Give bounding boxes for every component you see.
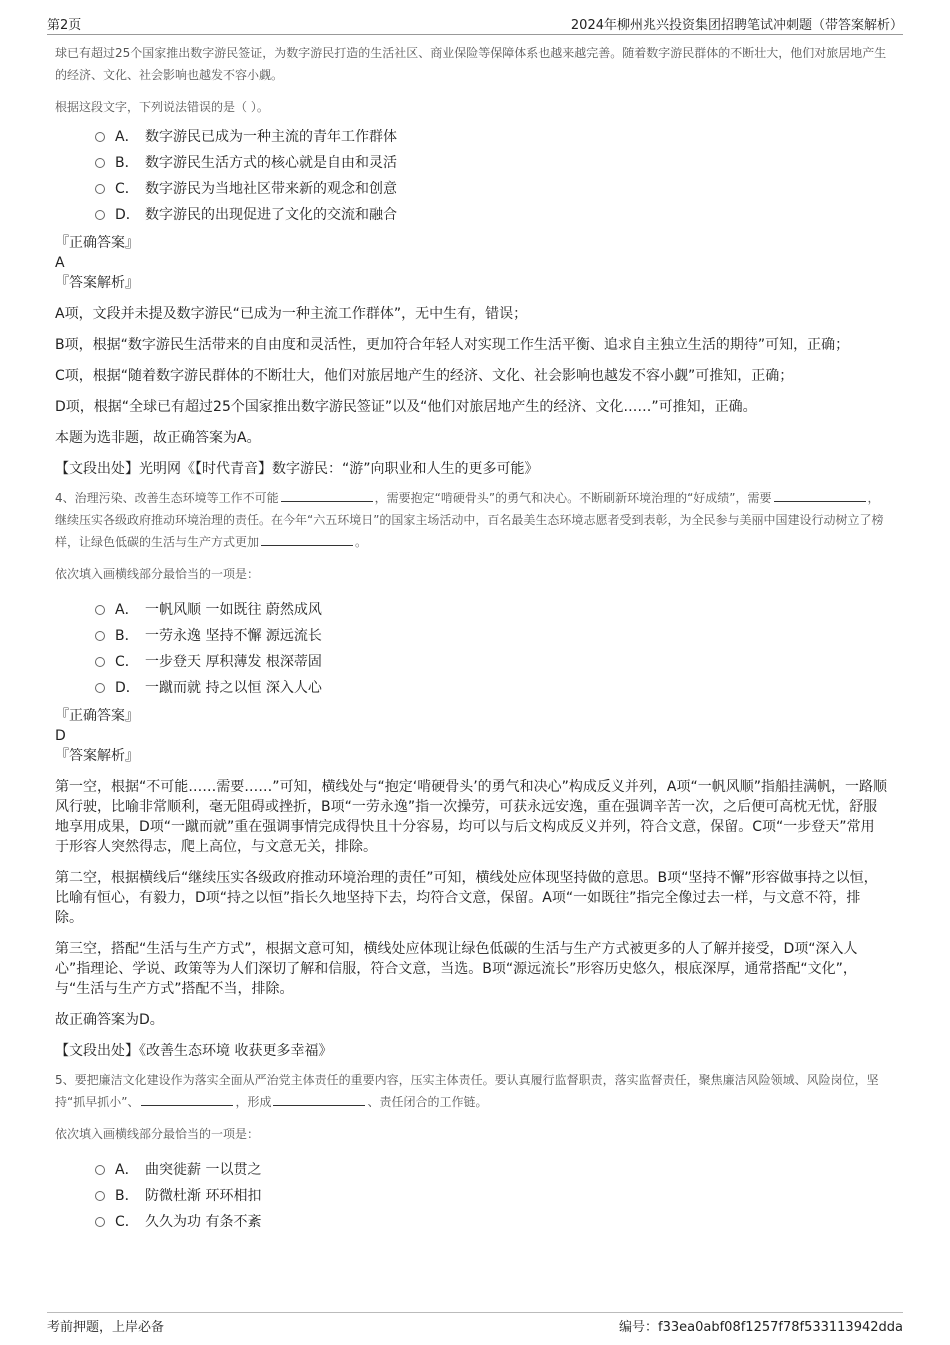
page-content <box>55 42 888 1235</box>
q5-option-b[interactable]: B． 防微杜渐 环环相扣 <box>95 1183 888 1209</box>
radio-icon[interactable] <box>95 210 105 220</box>
q4-options <box>55 597 888 701</box>
radio-icon[interactable] <box>95 1217 105 1227</box>
radio-icon[interactable] <box>95 1165 105 1175</box>
page-number: 第2页 <box>47 18 82 33</box>
radio-icon[interactable] <box>95 605 105 615</box>
q4-source: 【文段出处】《改善生态环境 收获更多幸福》 <box>55 1043 333 1059</box>
radio-icon[interactable] <box>95 1191 105 1201</box>
q3-conclusion: 本题为选非题，故正确答案为A。 <box>55 430 261 446</box>
q5-prompt: 依次填入画横线部分最恰当的一项是： <box>55 1127 260 1141</box>
q4-prompt: 依次填入画横线部分最恰当的一项是： <box>55 567 260 581</box>
q3-passage: 球已有超过25个国家推出数字游民签证，为数字游民打造的生活社区、商业保险等保障体系也越来越完善。随着数字游民群体的不断壮大，他们对旅居地产生的经济、文化、社会影响也越发不容小觑。 <box>55 46 887 82</box>
q4-conclusion: 故正确答案为D。 <box>55 1012 164 1028</box>
q3-answer-label: 『正确答案』 <box>55 235 139 251</box>
q4-analysis-blank-2: 第二空，根据横线后“继续压实各级政府推动环境治理的责任”可知，横线处应体现坚持做的意思。B项“坚持不懈”形容做事持之以恒，比喻有恒心，有毅力，D项“持之以恒”指长久地坚持下去，均符合文意，保留。A项“一如既往”指完全像过去一样，与文意不符，排除。 <box>55 870 878 926</box>
q4-option-c[interactable]: C． 一步登天 厚积薄发 根深蒂固 <box>95 649 888 675</box>
q3-option-a[interactable]: A． 数字游民已成为一种主流的青年工作群体 <box>95 124 888 150</box>
blank-3 <box>261 533 353 546</box>
q4-option-b[interactable]: B． 一劳永逸 坚持不懈 源远流长 <box>95 623 888 649</box>
q3-option-d[interactable]: D． 数字游民的出现促进了文化的交流和融合 <box>95 202 888 228</box>
radio-icon[interactable] <box>95 657 105 667</box>
page-header <box>47 12 903 35</box>
q3-option-c[interactable]: C． 数字游民为当地社区带来新的观念和创意 <box>95 176 888 202</box>
q3-source: 【文段出处】光明网《【时代青音】数字游民：“游”向职业和人生的更多可能》 <box>55 461 539 477</box>
q3-analysis-b: B项，根据“数字游民生活带来的自由度和灵活性，更加符合年轻人对实现工作生活平衡、追求自主独立生活的期待”可知，正确； <box>55 337 850 353</box>
document-id: 编号：f33ea0abf08f1257f78f533113942dda <box>619 1320 903 1335</box>
q4-analysis-blank-3: 第三空，搭配“生活与生产方式”，根据文意可知，横线处应体现让绿色低碳的生活与生产方式被更多的人了解并接受，D项“深入人心”指理论、学说、政策等为人们深切了解和信服，符合文意，当选。B项“源远流长”形容历史悠久，根底深厚，通常搭配“文化”，与“生活与生产方式”搭配不当，排除。 <box>55 941 858 997</box>
blank-2 <box>774 489 866 502</box>
page-footer <box>47 1312 903 1335</box>
q4-option-a[interactable]: A． 一帆风顺 一如既往 蔚然成风 <box>95 597 888 623</box>
radio-icon[interactable] <box>95 631 105 641</box>
q4-analysis-blank-1: 第一空，根据“不可能……需要……”可知，横线处与“抱定‘啃硬骨头’的勇气和决心”构成反义并列，A项“一帆风顺”指船挂满帆，一路顺风行驶，比喻非常顺利，毫无阻碍或挫折，B项“一劳永逸”指一次操劳，可获永远安逸，重在强调辛苦一次，之后便可高枕无忧，舒服地享用成果，D项“一蹴而就”重在强调事情完成得快且十分容易，均可以与后文构成反义并列，符合文意，保留。C项“一步登天”常用于形容人突然得志，爬上高位，与文意无关，排除。 <box>55 779 887 855</box>
q4-analysis-label: 『答案解析』 <box>55 748 139 764</box>
q5-option-c[interactable]: C． 久久为功 有条不紊 <box>95 1209 888 1235</box>
q5-stem: 5、要把廉洁文化建设作为落实全面从严治党主体责任的重要内容，压实主体责任。要认真履行监督职责，落实监督责任，聚焦廉洁风险领域、风险岗位，坚持“抓早抓小”、 ，形成 、责任闭合的工作链。 <box>55 1073 879 1109</box>
q3-options <box>55 124 888 228</box>
radio-icon[interactable] <box>95 184 105 194</box>
radio-icon[interactable] <box>95 132 105 142</box>
radio-icon[interactable] <box>95 683 105 693</box>
q3-analysis-d: D项，根据“全球已有超过25个国家推出数字游民签证”以及“他们对旅居地产生的经济、文化……”可推知，正确。 <box>55 399 757 415</box>
q5-option-a[interactable]: A． 曲突徙薪 一以贯之 <box>95 1157 888 1183</box>
q4-stem: 4、治理污染、改善生态环境等工作不可能 ，需要抱定“啃硬骨头”的勇气和决心。不断刷新环境治理的“好成绩”，需要 ，继续压实各级政府推动环境治理的责任。在今年“六五环境日”的国家主场活动中，百名最美生态环境志愿者受到表彰，为全民参与美丽中国建设行动树立了榜样，让绿色低碳的生活与生产方式更加 。 <box>55 491 884 549</box>
document-title: 2024年柳州兆兴投资集团招聘笔试冲刺题（带答案解析） <box>570 18 903 33</box>
blank-2 <box>273 1093 365 1106</box>
q3-analysis-label: 『答案解析』 <box>55 275 139 291</box>
q4-answer: D <box>55 728 66 744</box>
q5-options <box>55 1157 888 1235</box>
q4-answer-label: 『正确答案』 <box>55 708 139 724</box>
radio-icon[interactable] <box>95 158 105 168</box>
q3-answer: A <box>55 255 65 271</box>
q3-analysis-a: A项，文段并未提及数字游民“已成为一种主流工作群体”，无中生有，错误； <box>55 306 528 322</box>
q4-option-d[interactable]: D． 一蹴而就 持之以恒 深入人心 <box>95 675 888 701</box>
footer-slogan: 考前押题，上岸必备 <box>47 1320 165 1335</box>
blank-1 <box>281 489 373 502</box>
q3-option-b[interactable]: B． 数字游民生活方式的核心就是自由和灵活 <box>95 150 888 176</box>
blank-1 <box>141 1093 233 1106</box>
q3-prompt: 根据这段文字，下列说法错误的是（ ）。 <box>55 100 269 114</box>
q3-analysis-c: C项，根据“随着数字游民群体的不断壮大，他们对旅居地产生的经济、文化、社会影响也越发不容小觑”可推知，正确； <box>55 368 794 384</box>
